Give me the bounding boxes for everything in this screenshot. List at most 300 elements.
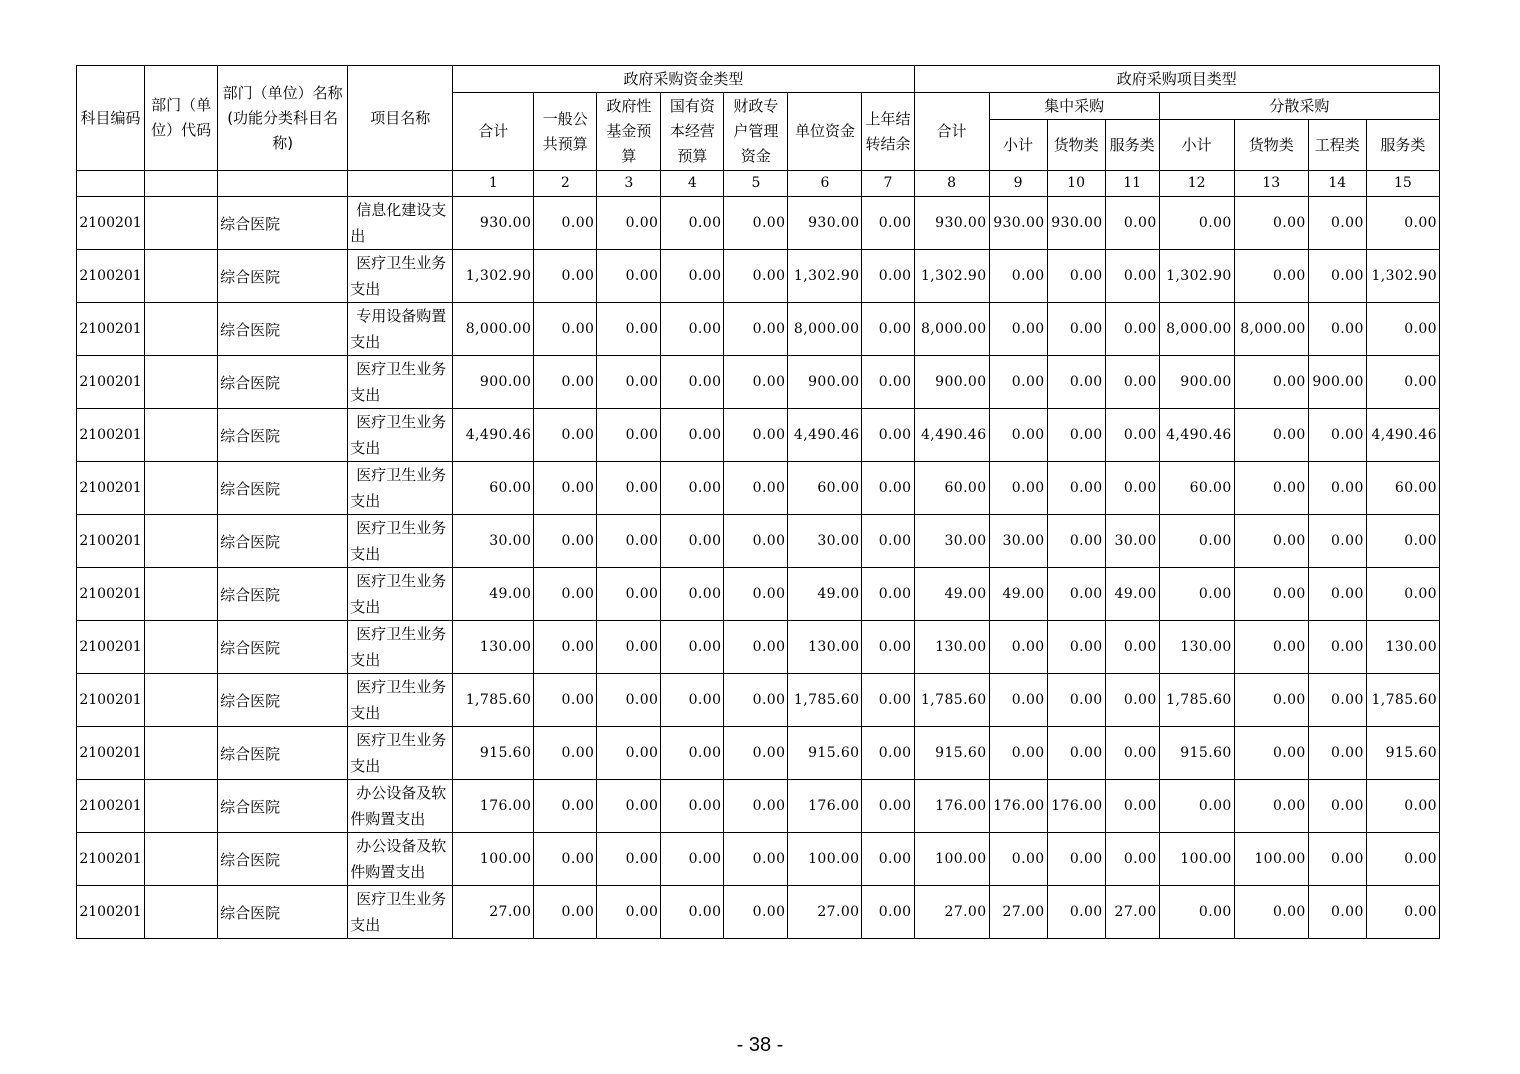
amount-cell: 0.00 (1105, 409, 1159, 462)
dept-name-cell: 综合医院 (218, 727, 348, 780)
project-name-cell: 专用设备购置支出 (348, 303, 453, 356)
amount-cell: 100.00 (453, 833, 534, 886)
amount-cell: 0.00 (1105, 727, 1159, 780)
amount-cell: 0.00 (1105, 197, 1159, 250)
amount-cell: 0.00 (661, 621, 724, 674)
amount-cell: 60.00 (914, 462, 989, 515)
amount-cell: 900.00 (1159, 356, 1234, 409)
amount-cell: 176.00 (989, 780, 1047, 833)
project-name-cell: 医疗卫生业务支出 (348, 674, 453, 727)
amount-cell: 0.00 (534, 303, 597, 356)
header-centralized-col: 货物类 (1047, 120, 1105, 171)
amount-cell: 0.00 (1047, 409, 1105, 462)
amount-cell: 0.00 (534, 197, 597, 250)
table-row (77, 250, 1440, 303)
amount-cell: 0.00 (724, 197, 788, 250)
dept-name-cell: 综合医院 (218, 303, 348, 356)
amount-cell: 1,302.90 (1159, 250, 1234, 303)
subject-code-cell: 2100201 (77, 197, 145, 250)
amount-cell: 0.00 (1308, 886, 1366, 939)
header-fund-type-group: 政府采购资金类型 (453, 66, 914, 93)
amount-cell: 0.00 (597, 515, 661, 568)
table-row (77, 833, 1440, 886)
header-dept-code: 部门（单位）代码 (145, 66, 218, 171)
dept-name-cell: 综合医院 (218, 356, 348, 409)
amount-cell: 0.00 (862, 462, 914, 515)
dept-name-cell: 综合医院 (218, 197, 348, 250)
column-number: 3 (597, 171, 661, 197)
amount-cell: 0.00 (1308, 515, 1366, 568)
amount-cell: 30.00 (453, 515, 534, 568)
blank-header-cell (77, 171, 145, 197)
column-number: 12 (1159, 171, 1234, 197)
amount-cell: 0.00 (724, 409, 788, 462)
amount-cell: 0.00 (1234, 886, 1308, 939)
amount-cell: 0.00 (661, 568, 724, 621)
amount-cell: 4,490.46 (453, 409, 534, 462)
dept-code-cell (145, 727, 218, 780)
subject-code-cell: 2100201 (77, 303, 145, 356)
amount-cell: 0.00 (534, 515, 597, 568)
header-fund-col: 上年结转结余 (862, 93, 914, 171)
amount-cell: 0.00 (597, 727, 661, 780)
amount-cell: 0.00 (989, 356, 1047, 409)
amount-cell: 1,302.90 (453, 250, 534, 303)
table-row (77, 303, 1440, 356)
amount-cell: 0.00 (534, 886, 597, 939)
amount-cell: 0.00 (534, 833, 597, 886)
column-number: 9 (989, 171, 1047, 197)
amount-cell: 0.00 (661, 515, 724, 568)
header-centralized-col: 小计 (989, 120, 1047, 171)
header-fund-col: 单位资金 (788, 93, 862, 171)
column-number: 10 (1047, 171, 1105, 197)
amount-cell: 1,302.90 (914, 250, 989, 303)
amount-cell: 0.00 (1308, 727, 1366, 780)
amount-cell: 49.00 (914, 568, 989, 621)
amount-cell: 0.00 (1308, 197, 1366, 250)
column-number: 7 (862, 171, 914, 197)
amount-cell: 0.00 (661, 197, 724, 250)
amount-cell: 0.00 (1105, 250, 1159, 303)
amount-cell: 4,490.46 (788, 409, 862, 462)
dept-name-cell: 综合医院 (218, 462, 348, 515)
header-decentralized-col: 工程类 (1308, 120, 1366, 171)
amount-cell: 0.00 (1366, 303, 1439, 356)
amount-cell: 8,000.00 (1234, 303, 1308, 356)
dept-code-cell (145, 568, 218, 621)
header-decentralized-col: 服务类 (1366, 120, 1439, 171)
amount-cell: 0.00 (989, 462, 1047, 515)
dept-name-cell: 综合医院 (218, 886, 348, 939)
header-decentralized: 分散采购 (1159, 93, 1439, 120)
amount-cell: 0.00 (724, 250, 788, 303)
amount-cell: 0.00 (661, 409, 724, 462)
column-number: 4 (661, 171, 724, 197)
amount-cell: 0.00 (1047, 462, 1105, 515)
header-project-type-group: 政府采购项目类型 (914, 66, 1440, 93)
amount-cell: 1,785.60 (453, 674, 534, 727)
dept-name-cell: 综合医院 (218, 409, 348, 462)
amount-cell: 0.00 (661, 250, 724, 303)
subject-code-cell: 2100201 (77, 568, 145, 621)
table-row (77, 356, 1440, 409)
subject-code-cell: 2100201 (77, 621, 145, 674)
amount-cell: 0.00 (1366, 780, 1439, 833)
subject-code-cell: 2100201 (77, 886, 145, 939)
amount-cell: 0.00 (1308, 303, 1366, 356)
header-fund-col: 政府性基金预算 (597, 93, 661, 171)
project-name-cell: 医疗卫生业务支出 (348, 568, 453, 621)
amount-cell: 0.00 (1308, 674, 1366, 727)
amount-cell: 1,785.60 (1366, 674, 1439, 727)
table-row (77, 780, 1440, 833)
amount-cell: 0.00 (1047, 886, 1105, 939)
amount-cell: 0.00 (1366, 568, 1439, 621)
amount-cell: 0.00 (1234, 250, 1308, 303)
amount-cell: 30.00 (1105, 515, 1159, 568)
amount-cell: 0.00 (1234, 356, 1308, 409)
amount-cell: 60.00 (1159, 462, 1234, 515)
amount-cell: 49.00 (989, 568, 1047, 621)
amount-cell: 0.00 (597, 886, 661, 939)
amount-cell: 0.00 (661, 356, 724, 409)
table-row (77, 621, 1440, 674)
header-fund-col: 国有资本经营预算 (661, 93, 724, 171)
subject-code-cell: 2100201 (77, 780, 145, 833)
amount-cell: 0.00 (724, 833, 788, 886)
dept-code-cell (145, 303, 218, 356)
amount-cell: 176.00 (1047, 780, 1105, 833)
header-dept-name: 部门（单位）名称(功能分类科目名称) (218, 66, 348, 171)
subject-code-cell: 2100201 (77, 250, 145, 303)
amount-cell: 0.00 (534, 462, 597, 515)
amount-cell: 0.00 (1234, 727, 1308, 780)
amount-cell: 0.00 (661, 780, 724, 833)
amount-cell: 0.00 (597, 303, 661, 356)
amount-cell: 0.00 (862, 568, 914, 621)
amount-cell: 0.00 (1105, 356, 1159, 409)
amount-cell: 0.00 (597, 674, 661, 727)
table-row (77, 515, 1440, 568)
column-number: 5 (724, 171, 788, 197)
amount-cell: 0.00 (724, 462, 788, 515)
amount-cell: 930.00 (788, 197, 862, 250)
amount-cell: 100.00 (1234, 833, 1308, 886)
amount-cell: 0.00 (597, 568, 661, 621)
amount-cell: 0.00 (862, 727, 914, 780)
amount-cell: 0.00 (1234, 409, 1308, 462)
column-number: 15 (1366, 171, 1439, 197)
amount-cell: 0.00 (597, 833, 661, 886)
amount-cell: 8,000.00 (788, 303, 862, 356)
amount-cell: 0.00 (1234, 568, 1308, 621)
subject-code-cell: 2100201 (77, 833, 145, 886)
project-name-cell: 医疗卫生业务支出 (348, 515, 453, 568)
amount-cell: 0.00 (534, 674, 597, 727)
amount-cell: 0.00 (1047, 568, 1105, 621)
amount-cell: 176.00 (453, 780, 534, 833)
amount-cell: 1,785.60 (914, 674, 989, 727)
dept-code-cell (145, 886, 218, 939)
amount-cell: 0.00 (724, 303, 788, 356)
amount-cell: 0.00 (1047, 833, 1105, 886)
dept-code-cell (145, 621, 218, 674)
amount-cell: 0.00 (1047, 727, 1105, 780)
table-row (77, 886, 1440, 939)
dept-code-cell (145, 833, 218, 886)
dept-name-cell: 综合医院 (218, 833, 348, 886)
amount-cell: 0.00 (724, 886, 788, 939)
amount-cell: 0.00 (534, 409, 597, 462)
header-project-name: 项目名称 (348, 66, 453, 171)
amount-cell: 915.60 (914, 727, 989, 780)
amount-cell: 0.00 (661, 462, 724, 515)
page-number: - 38 - (736, 1034, 784, 1056)
dept-name-cell: 综合医院 (218, 621, 348, 674)
amount-cell: 900.00 (453, 356, 534, 409)
amount-cell: 0.00 (862, 356, 914, 409)
amount-cell: 0.00 (989, 674, 1047, 727)
amount-cell: 0.00 (1105, 674, 1159, 727)
amount-cell: 0.00 (1234, 197, 1308, 250)
table-row (77, 462, 1440, 515)
amount-cell: 0.00 (724, 515, 788, 568)
amount-cell: 0.00 (1308, 462, 1366, 515)
project-name-cell: 医疗卫生业务支出 (348, 727, 453, 780)
dept-code-cell (145, 197, 218, 250)
amount-cell: 0.00 (1366, 833, 1439, 886)
amount-cell: 1,785.60 (788, 674, 862, 727)
amount-cell: 0.00 (1234, 780, 1308, 833)
dept-code-cell (145, 250, 218, 303)
amount-cell: 0.00 (989, 833, 1047, 886)
amount-cell: 60.00 (1366, 462, 1439, 515)
amount-cell: 0.00 (862, 674, 914, 727)
amount-cell: 4,490.46 (914, 409, 989, 462)
amount-cell: 27.00 (788, 886, 862, 939)
header-centralized: 集中采购 (989, 93, 1159, 120)
amount-cell: 0.00 (597, 356, 661, 409)
column-number: 8 (914, 171, 989, 197)
project-name-cell: 办公设备及软件购置支出 (348, 833, 453, 886)
amount-cell: 0.00 (724, 780, 788, 833)
procurement-table (76, 65, 1440, 939)
dept-code-cell (145, 409, 218, 462)
amount-cell: 0.00 (1047, 303, 1105, 356)
amount-cell: 0.00 (862, 303, 914, 356)
amount-cell: 100.00 (1159, 833, 1234, 886)
dept-name-cell: 综合医院 (218, 568, 348, 621)
column-number-row (77, 171, 1440, 197)
project-name-cell: 医疗卫生业务支出 (348, 886, 453, 939)
amount-cell: 0.00 (1308, 780, 1366, 833)
amount-cell: 0.00 (862, 780, 914, 833)
column-number: 1 (453, 171, 534, 197)
amount-cell: 0.00 (597, 250, 661, 303)
project-name-cell: 医疗卫生业务支出 (348, 409, 453, 462)
project-name-cell: 医疗卫生业务支出 (348, 621, 453, 674)
subject-code-cell: 2100201 (77, 462, 145, 515)
table-row (77, 727, 1440, 780)
amount-cell: 176.00 (788, 780, 862, 833)
amount-cell: 0.00 (534, 250, 597, 303)
header-project-total: 合计 (914, 93, 989, 171)
dept-name-cell: 综合医院 (218, 674, 348, 727)
amount-cell: 0.00 (1159, 568, 1234, 621)
amount-cell: 0.00 (1366, 515, 1439, 568)
amount-cell: 900.00 (914, 356, 989, 409)
column-number: 13 (1234, 171, 1308, 197)
amount-cell: 930.00 (1047, 197, 1105, 250)
amount-cell: 0.00 (1105, 303, 1159, 356)
amount-cell: 930.00 (914, 197, 989, 250)
amount-cell: 0.00 (534, 727, 597, 780)
table-row (77, 674, 1440, 727)
subject-code-cell: 2100201 (77, 409, 145, 462)
amount-cell: 49.00 (453, 568, 534, 621)
dept-code-cell (145, 462, 218, 515)
amount-cell: 0.00 (989, 250, 1047, 303)
amount-cell: 900.00 (788, 356, 862, 409)
amount-cell: 0.00 (661, 833, 724, 886)
amount-cell: 49.00 (788, 568, 862, 621)
amount-cell: 176.00 (914, 780, 989, 833)
amount-cell: 0.00 (1366, 886, 1439, 939)
amount-cell: 0.00 (724, 621, 788, 674)
amount-cell: 0.00 (661, 886, 724, 939)
amount-cell: 0.00 (1047, 515, 1105, 568)
amount-cell: 8,000.00 (914, 303, 989, 356)
amount-cell: 0.00 (1234, 674, 1308, 727)
dept-code-cell (145, 780, 218, 833)
amount-cell: 4,490.46 (1159, 409, 1234, 462)
amount-cell: 0.00 (862, 250, 914, 303)
header-centralized-col: 服务类 (1105, 120, 1159, 171)
amount-cell: 0.00 (1308, 409, 1366, 462)
amount-cell: 27.00 (989, 886, 1047, 939)
amount-cell: 0.00 (597, 197, 661, 250)
amount-cell: 0.00 (1308, 833, 1366, 886)
amount-cell: 27.00 (1105, 886, 1159, 939)
amount-cell: 27.00 (453, 886, 534, 939)
project-name-cell: 医疗卫生业务支出 (348, 356, 453, 409)
table-body (77, 197, 1440, 939)
header-subject-code: 科目编码 (77, 66, 145, 171)
amount-cell: 0.00 (1047, 674, 1105, 727)
amount-cell: 0.00 (1047, 250, 1105, 303)
amount-cell: 0.00 (1234, 462, 1308, 515)
project-name-cell: 医疗卫生业务支出 (348, 462, 453, 515)
amount-cell: 0.00 (1105, 833, 1159, 886)
amount-cell: 0.00 (989, 303, 1047, 356)
amount-cell: 915.60 (788, 727, 862, 780)
blank-header-cell (145, 171, 218, 197)
amount-cell: 0.00 (1159, 780, 1234, 833)
amount-cell: 0.00 (862, 197, 914, 250)
amount-cell: 0.00 (1234, 621, 1308, 674)
header-fund-col: 合计 (453, 93, 534, 171)
dept-name-cell: 综合医院 (218, 250, 348, 303)
amount-cell: 930.00 (453, 197, 534, 250)
header-fund-col: 财政专户管理资金 (724, 93, 788, 171)
amount-cell: 0.00 (1047, 621, 1105, 674)
amount-cell: 0.00 (724, 727, 788, 780)
amount-cell: 900.00 (1308, 356, 1366, 409)
amount-cell: 0.00 (1308, 568, 1366, 621)
column-number: 11 (1105, 171, 1159, 197)
amount-cell: 0.00 (989, 727, 1047, 780)
amount-cell: 0.00 (1105, 780, 1159, 833)
amount-cell: 60.00 (453, 462, 534, 515)
amount-cell: 0.00 (1159, 197, 1234, 250)
dept-name-cell: 综合医院 (218, 780, 348, 833)
amount-cell: 0.00 (661, 674, 724, 727)
amount-cell: 0.00 (1366, 356, 1439, 409)
amount-cell: 0.00 (1159, 515, 1234, 568)
amount-cell: 1,302.90 (788, 250, 862, 303)
amount-cell: 130.00 (453, 621, 534, 674)
amount-cell: 0.00 (724, 356, 788, 409)
project-name-cell: 信息化建设支出 (348, 197, 453, 250)
amount-cell: 130.00 (914, 621, 989, 674)
amount-cell: 0.00 (724, 568, 788, 621)
amount-cell: 0.00 (1105, 462, 1159, 515)
amount-cell: 915.60 (1366, 727, 1439, 780)
amount-cell: 0.00 (862, 621, 914, 674)
dept-name-cell: 综合医院 (218, 515, 348, 568)
amount-cell: 0.00 (534, 621, 597, 674)
amount-cell: 0.00 (1159, 886, 1234, 939)
subject-code-cell: 2100201 (77, 515, 145, 568)
project-name-cell: 办公设备及软件购置支出 (348, 780, 453, 833)
table-row (77, 568, 1440, 621)
amount-cell: 0.00 (597, 780, 661, 833)
amount-cell: 1,302.90 (1366, 250, 1439, 303)
amount-cell: 30.00 (914, 515, 989, 568)
amount-cell: 0.00 (534, 356, 597, 409)
blank-header-cell (218, 171, 348, 197)
amount-cell: 0.00 (597, 409, 661, 462)
subject-code-cell: 2100201 (77, 356, 145, 409)
blank-header-cell (348, 171, 453, 197)
amount-cell: 100.00 (914, 833, 989, 886)
amount-cell: 0.00 (1105, 621, 1159, 674)
amount-cell: 930.00 (989, 197, 1047, 250)
amount-cell: 0.00 (1234, 515, 1308, 568)
amount-cell: 0.00 (534, 568, 597, 621)
amount-cell: 0.00 (724, 674, 788, 727)
table-row (77, 197, 1440, 250)
column-number: 14 (1308, 171, 1366, 197)
dept-code-cell (145, 515, 218, 568)
column-number: 2 (534, 171, 597, 197)
subject-code-cell: 2100201 (77, 674, 145, 727)
amount-cell: 0.00 (862, 515, 914, 568)
amount-cell: 0.00 (597, 462, 661, 515)
amount-cell: 0.00 (989, 409, 1047, 462)
amount-cell: 30.00 (788, 515, 862, 568)
amount-cell: 915.60 (1159, 727, 1234, 780)
amount-cell: 130.00 (788, 621, 862, 674)
header-fund-col: 一般公共预算 (534, 93, 597, 171)
column-number: 6 (788, 171, 862, 197)
amount-cell: 27.00 (914, 886, 989, 939)
amount-cell: 0.00 (661, 303, 724, 356)
amount-cell: 0.00 (862, 886, 914, 939)
amount-cell: 49.00 (1105, 568, 1159, 621)
amount-cell: 915.60 (453, 727, 534, 780)
